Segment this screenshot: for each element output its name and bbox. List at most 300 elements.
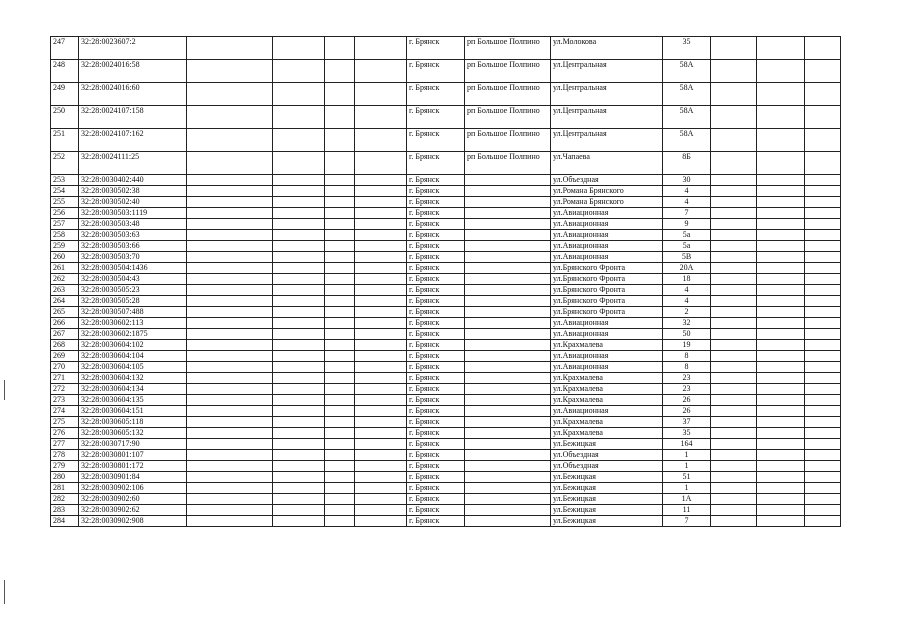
cell-empty xyxy=(273,274,325,285)
cell-house: 26 xyxy=(663,406,711,417)
cell-street: ул.Крахмалева xyxy=(551,384,663,395)
cell-row-number: 280 xyxy=(51,472,79,483)
cell-empty xyxy=(757,197,805,208)
cell-city: г. Брянск xyxy=(407,505,465,516)
table-row xyxy=(51,406,841,417)
cell-city: г. Брянск xyxy=(407,461,465,472)
table-row xyxy=(51,450,841,461)
cell-empty xyxy=(711,362,757,373)
table-row xyxy=(51,197,841,208)
cell-house: 51 xyxy=(663,472,711,483)
cell-row-number: 272 xyxy=(51,384,79,395)
cell-cadastral-number: 32:28:0030504:43 xyxy=(79,274,187,285)
cell-empty xyxy=(325,263,355,274)
cell-row-number: 247 xyxy=(51,37,79,60)
table-row xyxy=(51,318,841,329)
cell-row-number: 254 xyxy=(51,186,79,197)
cell-city: г. Брянск xyxy=(407,351,465,362)
cell-empty xyxy=(757,340,805,351)
cell-empty xyxy=(805,208,841,219)
cell-settlement xyxy=(465,329,551,340)
table-row xyxy=(51,417,841,428)
cell-house: 58А xyxy=(663,106,711,129)
cell-empty xyxy=(355,219,407,230)
cell-house: 164 xyxy=(663,439,711,450)
cell-empty xyxy=(355,505,407,516)
cell-empty xyxy=(757,152,805,175)
cell-row-number: 249 xyxy=(51,83,79,106)
cell-empty xyxy=(757,274,805,285)
scan-edge-mark xyxy=(4,380,5,400)
cell-empty xyxy=(805,285,841,296)
cell-empty xyxy=(757,450,805,461)
cell-settlement: рп Большое Полпино xyxy=(465,83,551,106)
cell-settlement xyxy=(465,505,551,516)
cell-empty xyxy=(757,472,805,483)
cell-empty xyxy=(757,175,805,186)
cell-settlement xyxy=(465,461,551,472)
cell-empty xyxy=(273,461,325,472)
cell-empty xyxy=(757,373,805,384)
cell-empty xyxy=(187,106,273,129)
cell-empty xyxy=(273,406,325,417)
cell-cadastral-number: 32:28:0024107:162 xyxy=(79,129,187,152)
cell-settlement xyxy=(465,439,551,450)
cell-house: 7 xyxy=(663,208,711,219)
cell-empty xyxy=(757,318,805,329)
cell-empty xyxy=(187,483,273,494)
cell-settlement xyxy=(465,351,551,362)
cell-empty xyxy=(757,230,805,241)
cell-street: ул.Авиационная xyxy=(551,252,663,263)
table-row xyxy=(51,175,841,186)
cell-settlement: рп Большое Полпино xyxy=(465,60,551,83)
cell-row-number: 259 xyxy=(51,241,79,252)
cell-empty xyxy=(711,83,757,106)
cell-row-number: 258 xyxy=(51,230,79,241)
cell-empty xyxy=(711,296,757,307)
cell-empty xyxy=(711,219,757,230)
cell-empty xyxy=(711,230,757,241)
cell-street: ул.Объездная xyxy=(551,175,663,186)
table-row xyxy=(51,329,841,340)
cell-empty xyxy=(757,83,805,106)
cell-empty xyxy=(805,395,841,406)
table-row xyxy=(51,505,841,516)
cell-settlement xyxy=(465,318,551,329)
cell-settlement xyxy=(465,219,551,230)
cell-row-number: 262 xyxy=(51,274,79,285)
cell-settlement xyxy=(465,186,551,197)
cell-empty xyxy=(187,351,273,362)
cell-empty xyxy=(757,483,805,494)
cell-empty xyxy=(805,197,841,208)
cell-house: 4 xyxy=(663,285,711,296)
cell-empty xyxy=(273,439,325,450)
cell-empty xyxy=(355,197,407,208)
cell-empty xyxy=(187,197,273,208)
cell-empty xyxy=(805,186,841,197)
cell-empty xyxy=(187,37,273,60)
table-row xyxy=(51,494,841,505)
cell-empty xyxy=(805,307,841,318)
cell-cadastral-number: 32:28:0030604:132 xyxy=(79,373,187,384)
cell-empty xyxy=(355,472,407,483)
cell-empty xyxy=(355,208,407,219)
cell-row-number: 253 xyxy=(51,175,79,186)
cell-cadastral-number: 32:28:0030604:102 xyxy=(79,340,187,351)
cell-empty xyxy=(355,406,407,417)
cell-empty xyxy=(325,384,355,395)
cell-street: ул.Брянского Фронта xyxy=(551,274,663,285)
table-row xyxy=(51,351,841,362)
cell-empty xyxy=(757,439,805,450)
cell-empty xyxy=(711,318,757,329)
cell-city: г. Брянск xyxy=(407,428,465,439)
cell-street: ул.Брянского Фронта xyxy=(551,307,663,318)
cell-cadastral-number: 32:28:0023607:2 xyxy=(79,37,187,60)
cell-settlement xyxy=(465,241,551,252)
cell-house: 37 xyxy=(663,417,711,428)
cell-empty xyxy=(355,152,407,175)
table-row xyxy=(51,186,841,197)
cell-street: ул.Крахмалева xyxy=(551,417,663,428)
cell-cadastral-number: 32:28:0030503:1119 xyxy=(79,208,187,219)
cell-empty xyxy=(325,516,355,527)
cell-empty xyxy=(805,329,841,340)
table-row xyxy=(51,106,841,129)
cell-city: г. Брянск xyxy=(407,384,465,395)
cell-empty xyxy=(187,417,273,428)
cell-street: ул.Бежицкая xyxy=(551,505,663,516)
cell-settlement: рп Большое Полпино xyxy=(465,129,551,152)
cell-row-number: 255 xyxy=(51,197,79,208)
cell-empty xyxy=(711,483,757,494)
cell-empty xyxy=(325,274,355,285)
cell-city: г. Брянск xyxy=(407,483,465,494)
cell-empty xyxy=(273,428,325,439)
cell-empty xyxy=(355,395,407,406)
cell-cadastral-number: 32:28:0030902:62 xyxy=(79,505,187,516)
cell-empty xyxy=(805,406,841,417)
cell-street: ул.Авиационная xyxy=(551,329,663,340)
cell-street: ул.Авиационная xyxy=(551,406,663,417)
cell-empty xyxy=(325,395,355,406)
cell-empty xyxy=(187,307,273,318)
cell-empty xyxy=(325,472,355,483)
cell-cadastral-number: 32:28:0024111:25 xyxy=(79,152,187,175)
cell-row-number: 269 xyxy=(51,351,79,362)
cell-settlement xyxy=(465,384,551,395)
cell-empty xyxy=(273,241,325,252)
cell-cadastral-number: 32:28:0030402:440 xyxy=(79,175,187,186)
cell-empty xyxy=(805,362,841,373)
cell-cadastral-number: 32:28:0030902:106 xyxy=(79,483,187,494)
cell-empty xyxy=(273,252,325,263)
cell-street: ул.Бежицкая xyxy=(551,516,663,527)
cell-cadastral-number: 32:28:0030604:135 xyxy=(79,395,187,406)
cell-settlement xyxy=(465,516,551,527)
cell-row-number: 274 xyxy=(51,406,79,417)
cell-empty xyxy=(805,60,841,83)
cell-empty xyxy=(325,252,355,263)
cell-city: г. Брянск xyxy=(407,186,465,197)
cell-empty xyxy=(187,60,273,83)
cell-street: ул.Авиационная xyxy=(551,351,663,362)
cell-street: ул.Бежицкая xyxy=(551,483,663,494)
cell-street: ул.Крахмалева xyxy=(551,340,663,351)
cell-empty xyxy=(805,152,841,175)
cell-empty xyxy=(355,106,407,129)
cell-empty xyxy=(187,516,273,527)
cell-row-number: 261 xyxy=(51,263,79,274)
table-row xyxy=(51,219,841,230)
table-row xyxy=(51,472,841,483)
cell-empty xyxy=(187,318,273,329)
cell-cadastral-number: 32:28:0024107:158 xyxy=(79,106,187,129)
cell-cadastral-number: 32:28:0030502:40 xyxy=(79,197,187,208)
cell-empty xyxy=(757,494,805,505)
cell-row-number: 250 xyxy=(51,106,79,129)
cell-city: г. Брянск xyxy=(407,208,465,219)
cell-empty xyxy=(325,483,355,494)
cell-house: 4 xyxy=(663,197,711,208)
cell-empty xyxy=(805,318,841,329)
cell-cadastral-number: 32:28:0030801:107 xyxy=(79,450,187,461)
cell-settlement xyxy=(465,340,551,351)
cell-empty xyxy=(757,219,805,230)
cell-empty xyxy=(325,505,355,516)
cell-house: 26 xyxy=(663,395,711,406)
cell-empty xyxy=(355,230,407,241)
cell-empty xyxy=(325,241,355,252)
cell-row-number: 260 xyxy=(51,252,79,263)
cell-city: г. Брянск xyxy=(407,241,465,252)
cell-empty xyxy=(325,175,355,186)
table-row xyxy=(51,428,841,439)
table-row xyxy=(51,37,841,60)
cell-cadastral-number: 32:28:0030604:151 xyxy=(79,406,187,417)
cell-house: 5а xyxy=(663,230,711,241)
cell-street: ул.Центральная xyxy=(551,129,663,152)
cell-empty xyxy=(187,384,273,395)
cell-empty xyxy=(187,230,273,241)
cell-empty xyxy=(273,219,325,230)
register-table xyxy=(50,36,841,527)
cell-settlement: рп Большое Полпино xyxy=(465,152,551,175)
cell-empty xyxy=(187,263,273,274)
cell-empty xyxy=(325,428,355,439)
cell-empty xyxy=(325,152,355,175)
cell-street: ул.Крахмалева xyxy=(551,395,663,406)
cell-settlement xyxy=(465,428,551,439)
cell-row-number: 284 xyxy=(51,516,79,527)
cell-cadastral-number: 32:28:0030503:63 xyxy=(79,230,187,241)
cell-street: ул.Молокова xyxy=(551,37,663,60)
cell-empty xyxy=(805,461,841,472)
cell-house: 58А xyxy=(663,129,711,152)
cell-house: 8 xyxy=(663,362,711,373)
cell-empty xyxy=(355,351,407,362)
cell-settlement xyxy=(465,450,551,461)
cell-empty xyxy=(757,417,805,428)
table-row xyxy=(51,516,841,527)
cell-settlement xyxy=(465,197,551,208)
cell-empty xyxy=(325,439,355,450)
cell-street: ул.Бежицкая xyxy=(551,472,663,483)
cell-empty xyxy=(273,417,325,428)
cell-house: 30 xyxy=(663,175,711,186)
cell-city: г. Брянск xyxy=(407,285,465,296)
cell-empty xyxy=(805,439,841,450)
cell-empty xyxy=(325,362,355,373)
cell-city: г. Брянск xyxy=(407,417,465,428)
cell-empty xyxy=(187,219,273,230)
cell-empty xyxy=(757,461,805,472)
cell-house: 35 xyxy=(663,37,711,60)
cell-cadastral-number: 32:28:0030505:23 xyxy=(79,285,187,296)
cell-city: г. Брянск xyxy=(407,318,465,329)
table-row xyxy=(51,263,841,274)
table-row xyxy=(51,384,841,395)
cell-house: 2 xyxy=(663,307,711,318)
cell-empty xyxy=(187,186,273,197)
cell-cadastral-number: 32:28:0030801:172 xyxy=(79,461,187,472)
cell-city: г. Брянск xyxy=(407,175,465,186)
cell-empty xyxy=(757,186,805,197)
cell-street: ул.Центральная xyxy=(551,83,663,106)
cell-city: г. Брянск xyxy=(407,362,465,373)
cell-settlement xyxy=(465,296,551,307)
cell-row-number: 281 xyxy=(51,483,79,494)
cell-empty xyxy=(805,241,841,252)
cell-house: 4 xyxy=(663,186,711,197)
cell-row-number: 266 xyxy=(51,318,79,329)
cell-empty xyxy=(273,106,325,129)
cell-empty xyxy=(325,129,355,152)
table-row xyxy=(51,60,841,83)
cell-empty xyxy=(757,208,805,219)
cell-cadastral-number: 32:28:0030902:60 xyxy=(79,494,187,505)
cell-empty xyxy=(187,439,273,450)
cell-empty xyxy=(325,450,355,461)
cell-street: ул.Объездная xyxy=(551,450,663,461)
table-row xyxy=(51,274,841,285)
cell-empty xyxy=(757,516,805,527)
cell-row-number: 279 xyxy=(51,461,79,472)
table-row xyxy=(51,83,841,106)
cell-empty xyxy=(757,37,805,60)
cell-empty xyxy=(805,129,841,152)
cell-empty xyxy=(273,351,325,362)
cell-empty xyxy=(187,505,273,516)
cell-empty xyxy=(355,450,407,461)
cell-empty xyxy=(273,263,325,274)
cell-empty xyxy=(711,461,757,472)
cell-empty xyxy=(711,129,757,152)
cell-settlement xyxy=(465,252,551,263)
cell-city: г. Брянск xyxy=(407,340,465,351)
cell-empty xyxy=(805,450,841,461)
cell-empty xyxy=(805,263,841,274)
cell-empty xyxy=(711,186,757,197)
cell-empty xyxy=(355,175,407,186)
cell-settlement xyxy=(465,483,551,494)
cell-empty xyxy=(711,450,757,461)
cell-cadastral-number: 32:28:0030605:132 xyxy=(79,428,187,439)
table-row xyxy=(51,285,841,296)
cell-empty xyxy=(757,428,805,439)
cell-empty xyxy=(711,208,757,219)
cell-row-number: 248 xyxy=(51,60,79,83)
cell-empty xyxy=(805,516,841,527)
cell-street: ул.Объездная xyxy=(551,461,663,472)
cell-settlement xyxy=(465,406,551,417)
cell-empty xyxy=(325,318,355,329)
cell-empty xyxy=(711,340,757,351)
cell-empty xyxy=(273,175,325,186)
cell-empty xyxy=(711,439,757,450)
cell-empty xyxy=(757,351,805,362)
cell-empty xyxy=(355,373,407,384)
cell-cadastral-number: 32:28:0030717:90 xyxy=(79,439,187,450)
cell-empty xyxy=(711,60,757,83)
cell-cadastral-number: 32:28:0030503:66 xyxy=(79,241,187,252)
cell-settlement xyxy=(465,307,551,318)
cell-street: ул.Брянского Фронта xyxy=(551,263,663,274)
cell-city: г. Брянск xyxy=(407,152,465,175)
cell-street: ул.Крахмалева xyxy=(551,428,663,439)
cell-street: ул.Бежицкая xyxy=(551,494,663,505)
cell-empty xyxy=(187,362,273,373)
cell-empty xyxy=(273,186,325,197)
cell-house: 58А xyxy=(663,60,711,83)
cell-empty xyxy=(805,384,841,395)
cell-empty xyxy=(757,505,805,516)
cell-empty xyxy=(757,106,805,129)
cell-row-number: 263 xyxy=(51,285,79,296)
cell-empty xyxy=(805,351,841,362)
cell-city: г. Брянск xyxy=(407,106,465,129)
cell-empty xyxy=(187,494,273,505)
cell-empty xyxy=(325,219,355,230)
cell-empty xyxy=(325,106,355,129)
cell-empty xyxy=(325,494,355,505)
cell-city: г. Брянск xyxy=(407,230,465,241)
cell-house: 4 xyxy=(663,296,711,307)
table-row xyxy=(51,483,841,494)
cell-empty xyxy=(273,384,325,395)
scan-edge-mark xyxy=(4,580,5,604)
cell-settlement xyxy=(465,417,551,428)
cell-empty xyxy=(325,417,355,428)
cell-empty xyxy=(355,296,407,307)
cell-empty xyxy=(805,83,841,106)
cell-settlement xyxy=(465,362,551,373)
cell-house: 1 xyxy=(663,461,711,472)
cell-empty xyxy=(355,129,407,152)
cell-empty xyxy=(711,285,757,296)
cell-house: 5В xyxy=(663,252,711,263)
cell-empty xyxy=(711,395,757,406)
cell-empty xyxy=(711,37,757,60)
cell-city: г. Брянск xyxy=(407,274,465,285)
cell-empty xyxy=(187,285,273,296)
cell-city: г. Брянск xyxy=(407,37,465,60)
cell-empty xyxy=(325,83,355,106)
cell-empty xyxy=(355,483,407,494)
cell-house: 50 xyxy=(663,329,711,340)
